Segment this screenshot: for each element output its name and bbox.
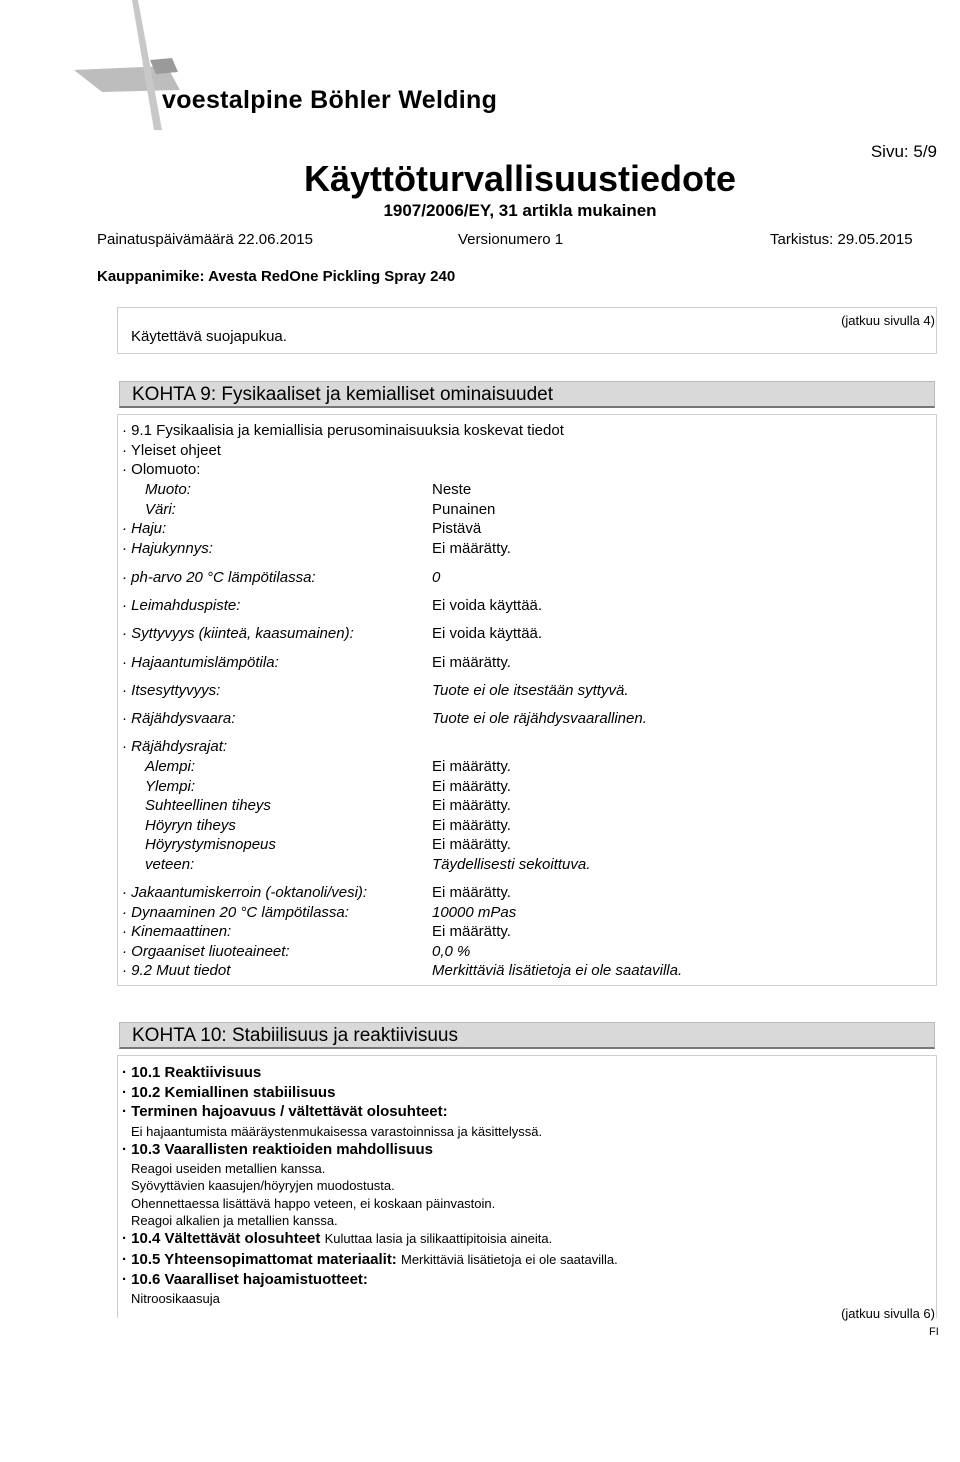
continued-to: (jatkuu sivulla 6) — [841, 1306, 935, 1321]
hazardous-reactions-text-2: Syövyttävien kaasujen/höyryjen muodostusta. — [131, 1178, 395, 1193]
form-label: Muoto: — [145, 481, 191, 498]
ph-value: 0 — [432, 569, 441, 586]
hazardous-reactions-label: · 10.3 Vaarallisten reaktioiden mahdollisuus — [122, 1141, 433, 1158]
form-value: Neste — [432, 481, 472, 498]
evaporation-rate-value: Ei määrätty. — [432, 836, 511, 853]
decomposition-temp-value: Ei määrätty. — [432, 654, 511, 671]
hazardous-reactions-text-1: Reagoi useiden metallien kanssa. — [131, 1161, 326, 1176]
decomposition-temp-label: · Hajaantumislämpötila: — [122, 654, 279, 671]
general-info-label: · Yleiset ohjeet — [122, 442, 221, 459]
section-10-heading: KOHTA 10: Stabiilisuus ja reaktiivisuus — [119, 1022, 935, 1049]
appearance-label: · Olomuoto: — [122, 461, 201, 478]
color-label: Väri: — [145, 501, 176, 518]
document-title: Käyttöturvallisuustiedote — [303, 158, 737, 199]
flammability-label: · Syttyvyys (kiinteä, kaasumainen): — [122, 625, 354, 642]
evaporation-rate-label: Höyrystymisnopeus — [145, 836, 276, 853]
print-date: Painatuspäivämäärä 22.06.2015 — [97, 231, 313, 248]
hazardous-decomposition-label: · 10.6 Vaaralliset hajoamistuotteet: — [122, 1271, 368, 1288]
auto-ignition-label: · Itsesyttyvyys: — [122, 682, 221, 699]
document-subtitle: 1907/2006/EY, 31 artikla mukainen — [383, 201, 657, 220]
hazardous-decomposition-text: Nitroosikaasuja — [131, 1291, 220, 1306]
other-info-value: Merkittäviä lisätietoja ei ole saatavilla. — [432, 962, 683, 979]
previous-section-text: Käytettävä suojapukua. — [131, 328, 287, 345]
upper-limit-label: Ylempi: — [145, 778, 196, 795]
odor-threshold-value: Ei määrätty. — [432, 540, 511, 557]
section-9-heading: KOHTA 9: Fysikaaliset ja kemialliset ominaisuudet — [119, 381, 935, 408]
kinematic-viscosity-label: · Kinemaattinen: — [122, 923, 232, 940]
flash-point-label: · Leimahduspiste: — [122, 597, 241, 614]
hazardous-reactions-text-4: Reagoi alkalien ja metallien kanssa. — [131, 1213, 338, 1228]
dynamic-viscosity-label: · Dynaaminen 20 °C lämpötilassa: — [122, 904, 349, 921]
language-code: FI — [929, 1326, 939, 1338]
section-9-1-title: · 9.1 Fysikaalisia ja kemiallisia perusominaisuuksia koskevat tiedot — [122, 422, 564, 439]
partition-coefficient-value: Ei määrätty. — [432, 884, 511, 901]
ph-label: · ph-arvo 20 °C lämpötilassa: — [122, 569, 316, 586]
organic-solvents-value: 0,0 % — [432, 943, 471, 960]
page-number: Sivu: 5/9 — [870, 142, 937, 161]
reactivity-label: · 10.1 Reaktiivisuus — [122, 1064, 262, 1081]
relative-density-label: Suhteellinen tiheys — [145, 797, 271, 814]
vapour-density-label: Höyryn tiheys — [145, 817, 236, 834]
organic-solvents-label: · Orgaaniset liuoteaineet: — [122, 943, 290, 960]
odor-threshold-label: · Hajukynnys: — [122, 540, 213, 557]
chemical-stability-label: · 10.2 Kemiallinen stabiilisuus — [122, 1084, 336, 1101]
flash-point-value: Ei voida käyttää. — [432, 597, 543, 614]
dynamic-viscosity-value: 10000 mPas — [432, 904, 517, 921]
explosive-hazard-label: · Räjähdysvaara: — [122, 710, 236, 727]
lower-limit-value: Ei määrätty. — [432, 758, 511, 775]
explosive-hazard-value: Tuote ei ole räjähdysvaarallinen. — [432, 710, 647, 727]
conditions-to-avoid: · 10.4 Vältettävät olosuhteet Kuluttaa lasia ja silikaattipitoisia aineita. — [122, 1230, 553, 1247]
relative-density-value: Ei määrätty. — [432, 797, 511, 814]
water-solubility-label: veteen: — [145, 856, 195, 873]
incompatible-materials: · 10.5 Yhteensopimattomat materiaalit: Merkittäviä lisätietoja ei ole saatavilla. — [122, 1251, 618, 1268]
brand-name: voestalpine Böhler Welding — [162, 86, 498, 114]
continued-from: (jatkuu sivulla 4) — [841, 313, 935, 328]
water-solubility-value: Täydellisesti sekoittuva. — [432, 856, 591, 873]
flammability-value: Ei voida käyttää. — [432, 625, 543, 642]
auto-ignition-value: Tuote ei ole itsestään syttyvä. — [432, 682, 629, 699]
partition-coefficient-label: · Jakaantumiskerroin (-oktanoli/vesi): — [122, 884, 368, 901]
thermal-decomposition-label: · Terminen hajoavuus / vältettävät olosuhteet: — [122, 1103, 448, 1120]
thermal-decomposition-text: Ei hajaantumista määräystenmukaisessa varastoinnissa ja käsittelyssä. — [131, 1124, 543, 1139]
other-info-label: · 9.2 Muut tiedot — [122, 962, 231, 979]
explosion-limits-label: · Räjähdysrajat: — [122, 738, 228, 755]
odor-label: · Haju: — [122, 520, 167, 537]
color-value: Punainen — [432, 501, 496, 518]
upper-limit-value: Ei määrätty. — [432, 778, 511, 795]
revision-date: Tarkistus: 29.05.2015 — [770, 231, 913, 248]
kinematic-viscosity-value: Ei määrätty. — [432, 923, 511, 940]
hazardous-reactions-text-3: Ohennettaessa lisättävä happo veteen, ei koskaan päinvastoin. — [131, 1196, 496, 1211]
vapour-density-value: Ei määrätty. — [432, 817, 511, 834]
lower-limit-label: Alempi: — [145, 758, 196, 775]
trade-name: Kauppanimike: Avesta RedOne Pickling Spray 240 — [97, 268, 456, 285]
odor-value: Pistävä — [432, 520, 482, 537]
brand-logo-swoosh — [72, 0, 182, 140]
version-number: Versionumero 1 — [458, 231, 564, 248]
